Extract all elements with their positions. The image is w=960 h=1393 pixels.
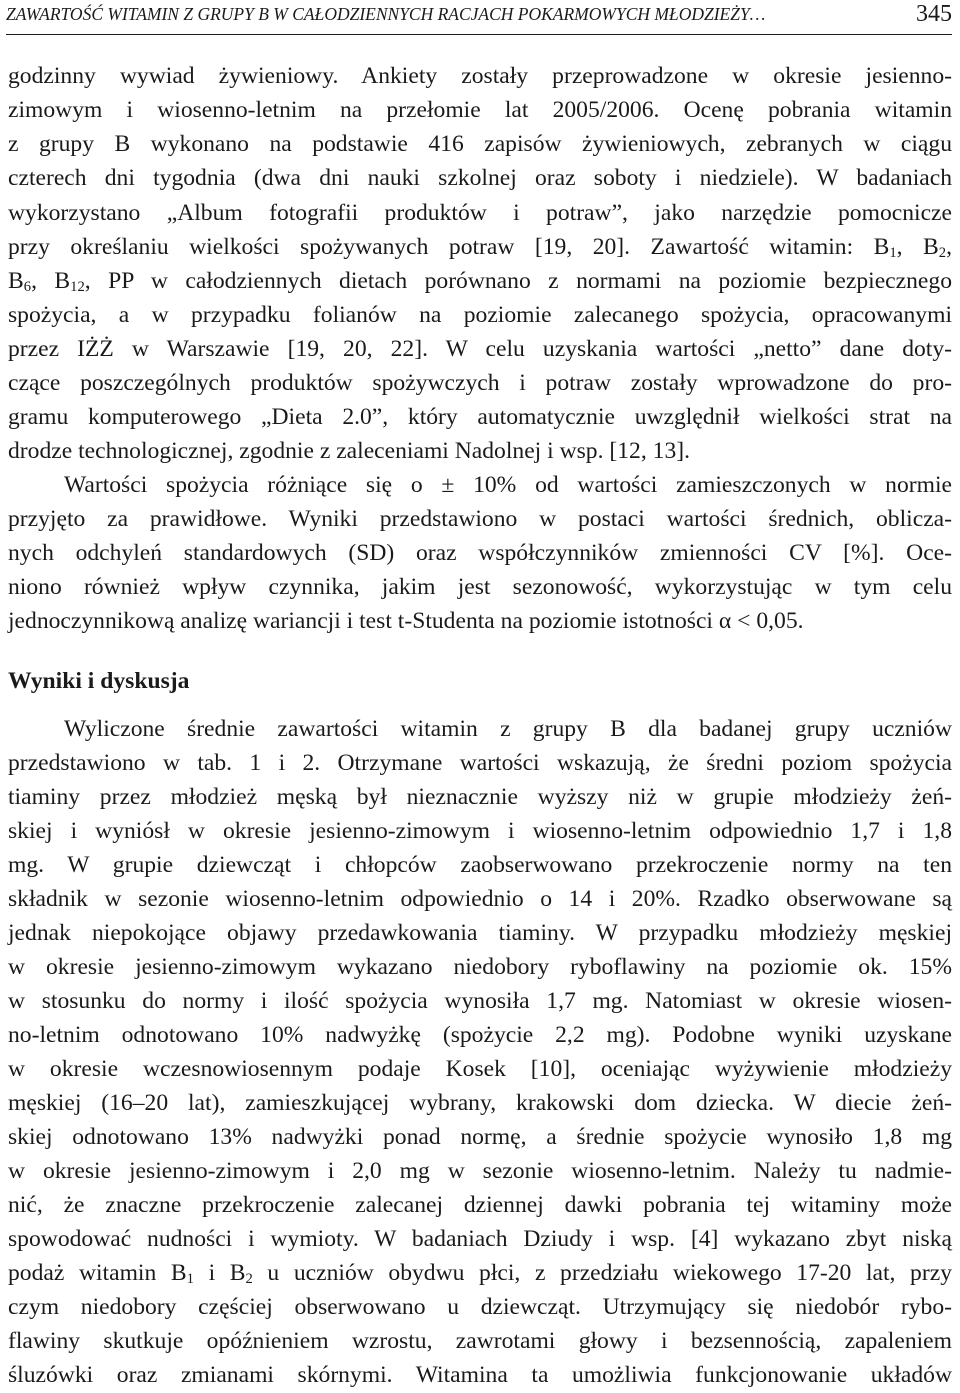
text-line: flawiny skutkuje opóźnieniem wzrostu, zawrotami głowy i bezsennością, zapaleniem xyxy=(8,1328,952,1354)
text-line: przy określaniu wielkości spożywanych potraw [19, 20]. Zawartość witamin: $B_1$, $B_2$, xyxy=(8,234,952,262)
text-line: czym niedobory częściej obserwowano u dziewcząt. Utrzymujący się niedobór rybo- xyxy=(8,1294,952,1320)
text-line: godzinny wywiad żywieniowy. Ankiety zostały przeprowadzone w okresie jesienno- xyxy=(8,63,952,89)
text-line: w stosunku do normy i ilość spożycia wynosiła 1,7 mg. Natomiast w okresie wiosen- xyxy=(8,988,952,1014)
text-line: no-letnim odnotowano 10% nadwyżkę (spożycie 2,2 mg). Podobne wyniki uzyskane xyxy=(8,1022,952,1048)
running-header xyxy=(6,0,952,35)
text-line: męskiej (16–20 lat), zamieszkującej wybrany, krakowski dom dziecka. W diecie żeń- xyxy=(8,1090,952,1116)
text-line: przez IŻŻ w Warszawie [19, 20, 22]. W celu uzyskania wartości „netto” dane doty- xyxy=(8,336,952,362)
text-line: czące poszczególnych produktów spożywczych i potraw zostały wprowadzone do pro- xyxy=(8,370,952,396)
text-line: jednoczynnikową analizę wariancji i test t-Studenta na poziomie istotności α < 0,05. xyxy=(8,608,804,634)
text-line: Wartości spożycia różniące się o ± 10% od wartości zamieszczonych w normie xyxy=(64,472,952,498)
text-line: czterech dni tygodnia (dwa dni nauki szkolnej oraz soboty i niedziele). W badaniach xyxy=(8,165,952,191)
text-line: nych odchyleń standardowych (SD) oraz współczynników zmienności CV [%]. Oce- xyxy=(8,540,952,566)
page-number: 345 xyxy=(916,1,952,27)
text-line: w okresie wczesnowiosennym podaje Kosek [10], oceniając wyżywienie młodzieży xyxy=(8,1056,952,1082)
text-line: drodze technologicznej, zgodnie z zaleceniami Nadolnej i wsp. [12, 13]. xyxy=(8,438,690,464)
text-line: spożycia, a w przypadku folianów na poziomie zalecanego spożycia, opracowanymi xyxy=(8,302,952,328)
text-line: $B_6$, $B_{12}$, PP w całodziennych dietach porównano z normami na poziomie bezpiecznego xyxy=(8,268,952,296)
text-line: w okresie jesienno-zimowym wykazano niedobory ryboflawiny na poziomie ok. 15% xyxy=(8,954,952,980)
text-line: spowodować nudności i wymioty. W badaniach Dziudy i wsp. [4] wykazano zbyt niską xyxy=(8,1226,952,1252)
text-line: mg. W grupie dziewcząt i chłopców zaobserwowano przekroczenie normy na ten xyxy=(8,852,952,878)
text-line: podaż witamin $B_1$ i $B_2$ u uczniów obydwu płci, z przedziału wiekowego 17-20 lat, przy xyxy=(8,1260,952,1288)
text-line: składnik w sezonie wiosenno-letnim odpowiednio o 14 i 20%. Rzadko obserwowane są xyxy=(8,886,952,912)
text-line: tiaminy przez młodzież męską był nieznacznie wyższy niż w grupie młodzieży żeń- xyxy=(8,784,952,810)
text-line: zimowym i wiosenno-letnim na przełomie lat 2005/2006. Ocenę pobrania witamin xyxy=(8,97,952,123)
text-line: niono również wpływ czynnika, jakim jest sezonowość, wykorzystując w tym celu xyxy=(8,574,952,600)
text-line: nić, że znaczne przekroczenie zalecanej dziennej dawki pobrania tej witaminy może xyxy=(8,1192,952,1218)
section-heading: Wyniki i dyskusja xyxy=(8,668,190,694)
text-line: wykorzystano „Album fotografii produktów i potraw”, jako narzędzie pomocnicze xyxy=(8,200,952,226)
text-line: przedstawiono w tab. 1 i 2. Otrzymane wartości wskazują, że średni poziom spożycia xyxy=(8,750,952,776)
running-title: ZAWARTOŚĆ WITAMIN Z GRUPY B W CAŁODZIENNYCH RACJACH POKARMOWYCH MŁODZIEŻY… xyxy=(6,4,766,24)
text-line: z grupy B wykonano na podstawie 416 zapisów żywieniowych, zebranych w ciągu xyxy=(8,131,952,157)
text-line: w okresie jesienno-zimowym i 2,0 mg w sezonie wiosenno-letnim. Należy tu nadmie- xyxy=(8,1158,952,1184)
text-line: przyjęto za prawidłowe. Wyniki przedstawiono w postaci wartości średnich, oblicza- xyxy=(8,506,952,532)
text-line: jednak niepokojące objawy przedawkowania tiaminy. W przypadku młodzieży męskiej xyxy=(8,920,952,946)
text-line: gramu komputerowego „Dieta 2.0”, który automatycznie uwzględnił wielkości strat na xyxy=(8,404,952,430)
text-line: skiej odnotowano 13% nadwyżki ponad normę, a średnie spożycie wynosiło 1,8 mg xyxy=(8,1124,952,1150)
text-line: skiej i wyniósł w okresie jesienno-zimowym i wiosenno-letnim odpowiednio 1,7 i 1,8 xyxy=(8,818,952,844)
text-line: śluzówki oraz zmianami skórnymi. Witamina ta umożliwia funkcjonowanie układów xyxy=(8,1362,952,1388)
text-line: Wyliczone średnie zawartości witamin z grupy B dla badanej grupy uczniów xyxy=(64,716,952,742)
